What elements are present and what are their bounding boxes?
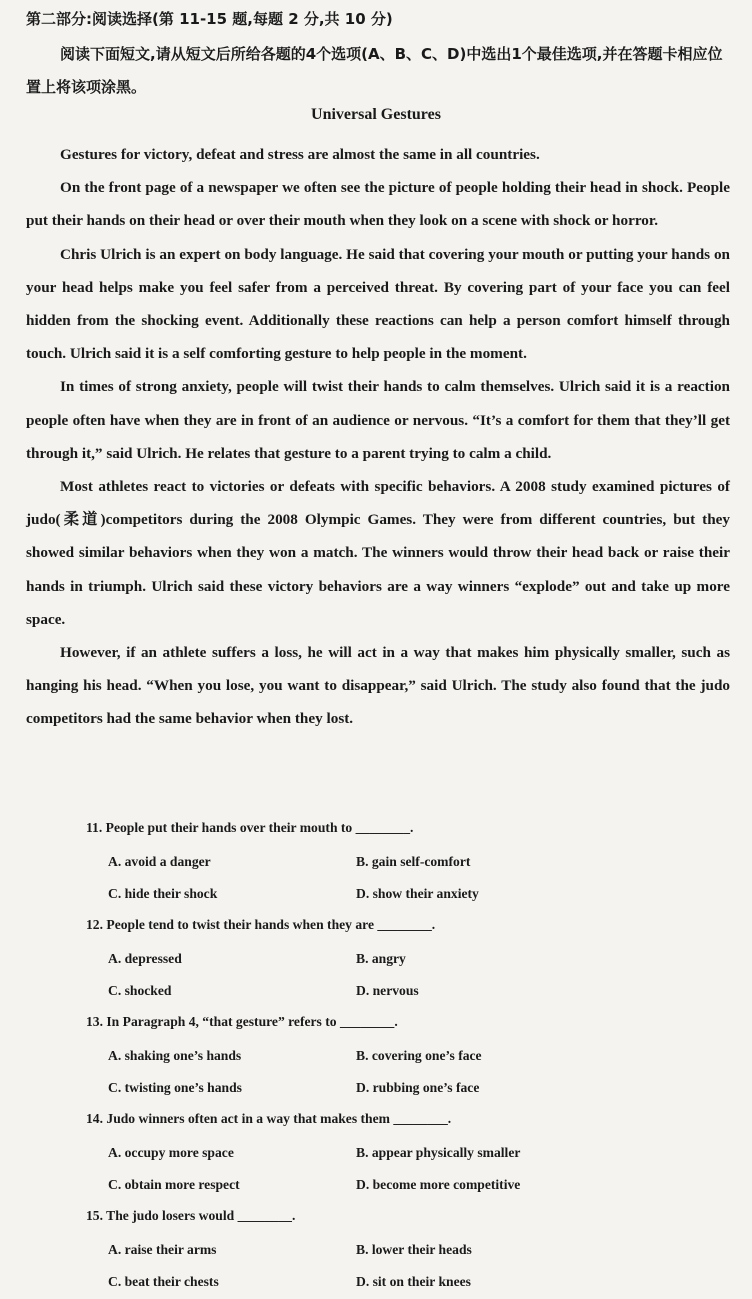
paragraph-4: In times of strong anxiety, people will twist their hands to calm themselves. Ulrich said it is a reaction people often have when they are in front of an audience or nervous. “It’s a comfort for them that they’ll get through it,” said Ulrich. He relates that gesture to a parent trying to calm a child. bbox=[26, 378, 730, 462]
option-c: C. obtain more respect bbox=[108, 1177, 240, 1192]
option-b: B. lower their heads bbox=[356, 1242, 472, 1257]
option-b: B. appear physically smaller bbox=[356, 1145, 521, 1160]
paragraph-6: However, if an athlete suffers a loss, he will act in a way that makes him physically smaller, such as hanging his head. “When you lose, you want to disappear,” said Ulrich. The study also found that the judo competitors had the same behavior when they lost. bbox=[26, 644, 730, 728]
option-d: D. rubbing one’s face bbox=[356, 1080, 480, 1095]
passage-body bbox=[26, 138, 730, 736]
paragraph-5: Most athletes react to victories or defeats with specific behaviors. A 2008 study examined pictures of judo(柔道)competitors during the 2008 Olympic Games. They were from different countries, but they showed similar behaviors when they won a match. The winners would throw their head back or raise their hands in triumph. Ulrich said these victory behaviors are a way winners “explode” out and take up more space. bbox=[26, 478, 730, 628]
question-list bbox=[86, 814, 646, 1299]
option-b: B. angry bbox=[356, 951, 406, 966]
question-stem: 14. Judo winners often act in a way that makes them ________. bbox=[86, 1111, 452, 1126]
paragraph-3: Chris Ulrich is an expert on body language. He said that covering your mouth or putting your hands on your head helps make you feel safer from a perceived threat. By covering part of your face you can feel hidden from the shocking event. Additionally these reactions can help a person comfort himself through touch. Ulrich said it is a self comforting gesture to help people in the moment. bbox=[26, 245, 730, 363]
option-d: D. nervous bbox=[356, 983, 419, 998]
question-stem: 15. The judo losers would ________. bbox=[86, 1208, 296, 1223]
option-d: D. sit on their knees bbox=[356, 1274, 471, 1289]
option-c: C. shocked bbox=[108, 983, 172, 998]
paragraph-2: On the front page of a newspaper we often see the picture of people holding their head in shock. People put their hands on their head or over their mouth when they look on a scene with shock or horror. bbox=[26, 179, 730, 230]
option-c: C. hide their shock bbox=[108, 886, 218, 901]
option-a: A. avoid a danger bbox=[108, 854, 211, 869]
question-12 bbox=[86, 911, 646, 1008]
question-stem: 11. People put their hands over their mouth to ________. bbox=[86, 820, 414, 835]
question-11 bbox=[86, 814, 646, 911]
instructions: 阅读下面短文,请从短文后所给各题的4个选项(A、B、C、D)中选出1个最佳选项,并在答题卡相应位置上将该项涂黑。 bbox=[26, 45, 723, 96]
option-b: B. gain self-comfort bbox=[356, 854, 471, 869]
passage-title: Universal Gestures bbox=[311, 106, 441, 123]
option-a: A. occupy more space bbox=[108, 1145, 234, 1160]
option-d: D. show their anxiety bbox=[356, 886, 479, 901]
option-a: A. shaking one’s hands bbox=[108, 1048, 242, 1063]
section-title: 第二部分:阅读选择(第 11-15 题,每题 2 分,共 10 分) bbox=[26, 10, 393, 28]
question-13 bbox=[86, 1008, 646, 1105]
option-c: C. beat their chests bbox=[108, 1274, 219, 1289]
option-a: A. raise their arms bbox=[108, 1242, 217, 1257]
option-c: C. twisting one’s hands bbox=[108, 1080, 242, 1095]
question-14 bbox=[86, 1105, 646, 1202]
option-d: D. become more competitive bbox=[356, 1177, 521, 1192]
option-b: B. covering one’s face bbox=[356, 1048, 482, 1063]
option-a: A. depressed bbox=[108, 951, 182, 966]
question-stem: 13. In Paragraph 4, “that gesture” refers to ________. bbox=[86, 1014, 398, 1029]
paragraph-1: Gestures for victory, defeat and stress are almost the same in all countries. bbox=[60, 146, 540, 163]
question-15 bbox=[86, 1202, 646, 1299]
question-stem: 12. People tend to twist their hands when they are ________. bbox=[86, 917, 436, 932]
